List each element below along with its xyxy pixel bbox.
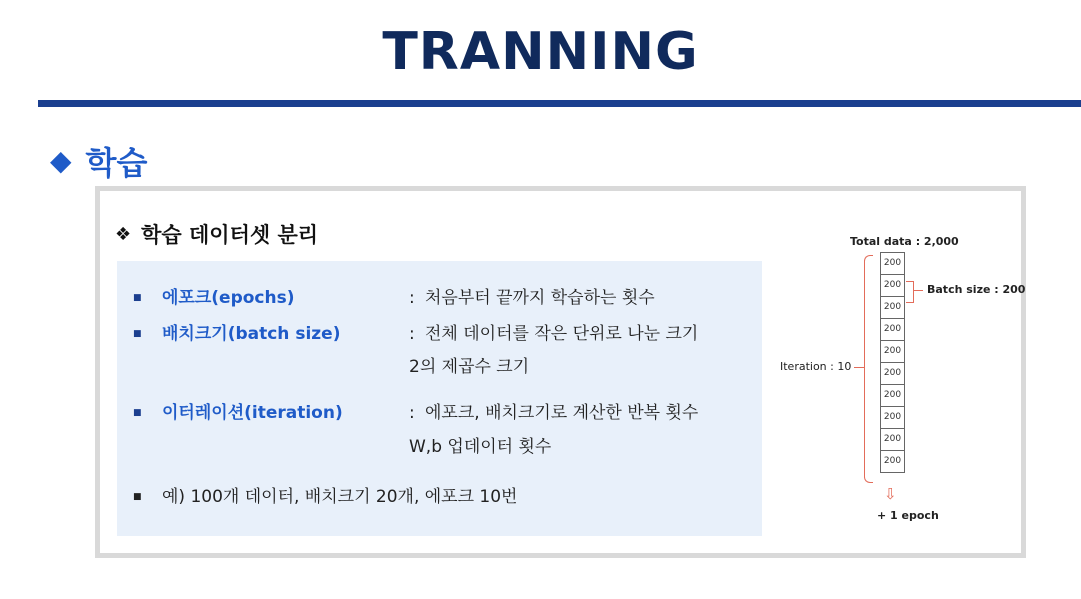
definition-desc: 에포크, 배치크기로 계산한 반복 횟수 bbox=[425, 403, 699, 423]
definition-colon: : bbox=[409, 288, 415, 308]
definition-desc: 처음부터 끝까지 학습하는 횟수 bbox=[425, 288, 655, 308]
batch-size-label: Batch size : 200 bbox=[927, 283, 1026, 296]
title-divider bbox=[38, 100, 1081, 107]
batch-leader-line bbox=[913, 290, 923, 291]
section-title: 학습 bbox=[85, 144, 148, 182]
definitions-box bbox=[117, 261, 762, 536]
section-heading bbox=[50, 138, 147, 184]
definition-term: 이터레이션(iteration) bbox=[162, 403, 343, 423]
definition-term: 배치크기(batch size) bbox=[162, 324, 341, 344]
square-bullet-icon: ■ bbox=[133, 408, 142, 418]
down-arrow-icon: ⇩ bbox=[884, 485, 897, 503]
definition-extra: 2의 제곱수 크기 bbox=[409, 357, 530, 377]
page-title: TRANNING bbox=[382, 22, 699, 82]
definition-colon: : bbox=[409, 403, 415, 423]
batch-cell: 200 bbox=[880, 296, 905, 319]
definition-term: 에포크(epochs) bbox=[162, 288, 295, 308]
batch-cell: 200 bbox=[880, 274, 905, 297]
iteration-label: Iteration : 10 bbox=[780, 360, 852, 373]
iteration-leader-line bbox=[854, 367, 864, 368]
subsection-heading bbox=[115, 219, 318, 249]
batch-cell: 200 bbox=[880, 362, 905, 385]
batch-cell: 200 bbox=[880, 384, 905, 407]
definition-desc: 전체 데이터를 작은 단위로 나눈 크기 bbox=[425, 324, 699, 344]
example-text: 예) 100개 데이터, 배치크기 20개, 에포크 10번 bbox=[162, 487, 518, 507]
iteration-bracket bbox=[864, 255, 873, 483]
square-bullet-icon: ■ bbox=[133, 492, 142, 502]
batch-cell: 200 bbox=[880, 252, 905, 275]
square-bullet-icon: ■ bbox=[133, 329, 142, 339]
square-bullet-icon: ■ bbox=[133, 293, 142, 303]
batch-cell: 200 bbox=[880, 450, 905, 473]
four-diamond-icon: ❖ bbox=[115, 223, 132, 245]
epoch-label: + 1 epoch bbox=[877, 509, 939, 522]
diamond-icon: ◆ bbox=[50, 144, 72, 177]
batch-cell: 200 bbox=[880, 318, 905, 341]
total-data-label: Total data : 2,000 bbox=[850, 235, 959, 248]
definition-extra: W,b 업데이터 횟수 bbox=[409, 437, 552, 457]
epoch-diagram bbox=[780, 229, 1026, 529]
subsection-title: 학습 데이터셋 분리 bbox=[141, 223, 319, 247]
batch-cells bbox=[880, 253, 905, 473]
batch-bracket bbox=[906, 281, 914, 303]
definition-colon: : bbox=[409, 324, 415, 344]
batch-cell: 200 bbox=[880, 340, 905, 363]
batch-cell: 200 bbox=[880, 428, 905, 451]
batch-cell: 200 bbox=[880, 406, 905, 429]
content-panel bbox=[95, 186, 1026, 558]
